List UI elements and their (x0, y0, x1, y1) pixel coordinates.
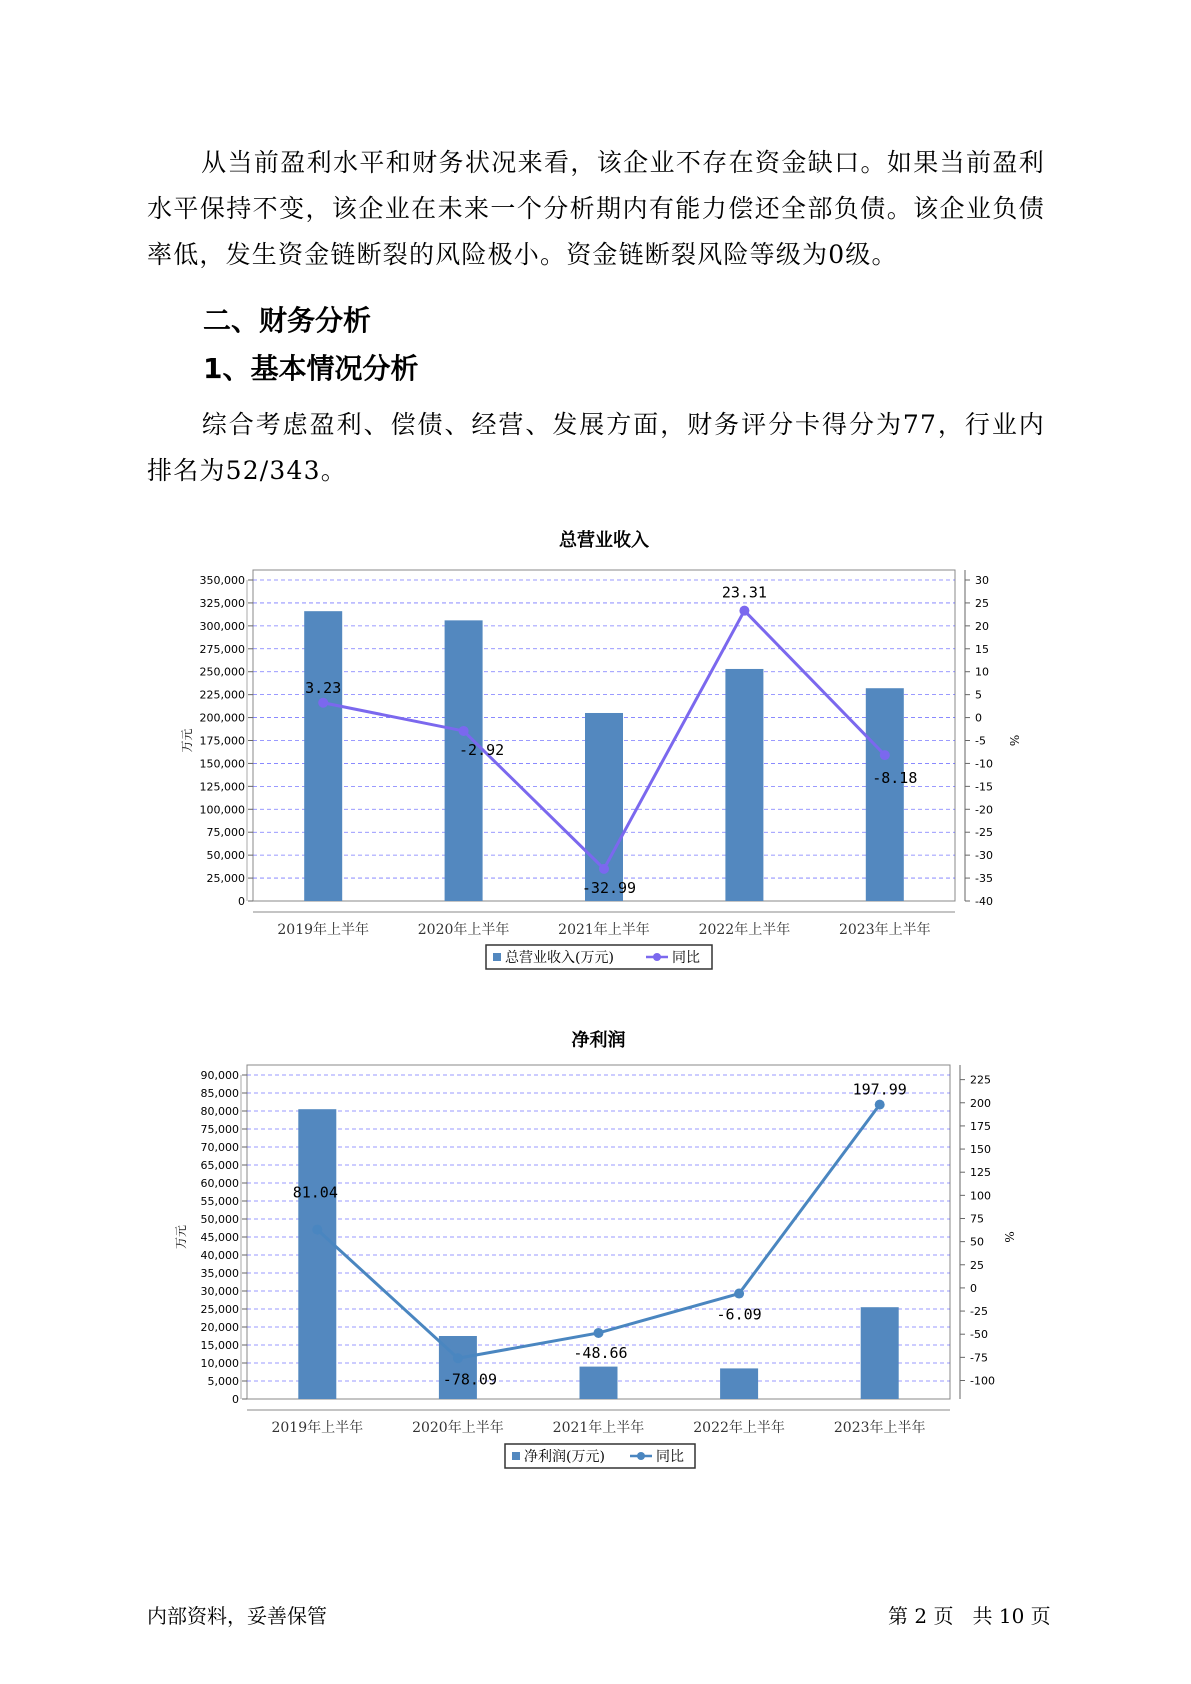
y2-tick-label: 5 (975, 688, 982, 702)
y-tick-label: 50,000 (206, 849, 245, 863)
yoy-data-label: -6.09 (716, 1305, 762, 1324)
x-tick-label: 2022年上半年 (693, 1420, 785, 1436)
y-tick-label: 20,000 (200, 1321, 239, 1334)
revenue-chart (0, 500, 1191, 970)
bar (720, 1368, 758, 1399)
yoy-data-label: -2.92 (459, 740, 505, 759)
y-tick-label: 90,000 (200, 1069, 239, 1082)
y-tick-label: 200,000 (199, 711, 245, 725)
y-tick-label: 85,000 (200, 1087, 239, 1100)
y-tick-label: 325,000 (199, 596, 245, 610)
y-tick-label: 70,000 (200, 1141, 239, 1154)
yoy-data-label: -48.66 (573, 1343, 628, 1362)
y2-tick-label: 0 (975, 711, 982, 725)
y-tick-label: 80,000 (200, 1105, 239, 1118)
y-tick-label: 25,000 (200, 1303, 239, 1316)
y-tick-label: 35,000 (200, 1267, 239, 1280)
y2-tick-label: 75 (970, 1212, 984, 1226)
bar (445, 620, 483, 901)
yoy-point (459, 726, 469, 736)
chart-title: 净利润 (571, 1030, 626, 1051)
legend-bar-swatch (493, 953, 501, 961)
y2-tick-label: 200 (970, 1096, 991, 1110)
y-tick-label: 30,000 (200, 1285, 239, 1298)
y2-tick-label: 125 (970, 1166, 991, 1180)
y-tick-label: 75,000 (206, 826, 245, 840)
yoy-point (318, 698, 328, 708)
y2-tick-label: -25 (970, 1305, 988, 1319)
legend-line-label: 同比 (656, 1449, 684, 1465)
legend-bar-label: 净利润(万元) (524, 1449, 605, 1465)
y2-tick-label: -75 (970, 1351, 988, 1365)
yoy-data-label: 81.04 (292, 1183, 338, 1202)
y2-tick-label: -35 (975, 872, 993, 886)
y2-tick-label: 225 (970, 1073, 991, 1087)
bar (580, 1367, 618, 1399)
y2-tick-label: 175 (970, 1119, 991, 1133)
y2-tick-label: -15 (975, 780, 993, 794)
yoy-line (317, 1105, 879, 1359)
chart-title: 总营业收入 (559, 530, 649, 551)
yoy-data-label: 3.23 (305, 678, 342, 697)
x-tick-label: 2022年上半年 (698, 922, 791, 938)
score-paragraph: 综合考虑盈利、偿债、经营、发展方面，财务评分卡得分为77，行业内排名为52/343。 (147, 410, 1045, 485)
y-tick-label: 300,000 (199, 619, 245, 633)
yoy-point (312, 1225, 322, 1235)
bar (861, 1307, 899, 1399)
y2-tick-label: -40 (975, 895, 993, 908)
y2-tick-label: 150 (970, 1143, 991, 1157)
x-tick-label: 2020年上半年 (417, 922, 510, 938)
yoy-point (599, 864, 609, 874)
y2-tick-label: -50 (970, 1328, 988, 1342)
x-tick-label: 2021年上半年 (552, 1420, 645, 1436)
x-tick-label: 2023年上半年 (838, 922, 931, 938)
x-tick-label: 2021年上半年 (558, 922, 650, 938)
y2-tick-label: -20 (975, 803, 993, 817)
y-tick-label: 65,000 (200, 1159, 239, 1172)
y-axis-label: 万元 (174, 1224, 188, 1250)
y2-tick-label: 25 (975, 596, 989, 610)
bar (304, 611, 342, 901)
yoy-data-label: 197.99 (852, 1080, 907, 1099)
y2-axis-label: % (1007, 734, 1021, 747)
y-tick-label: 250,000 (199, 665, 245, 679)
y2-tick-label: -5 (975, 734, 986, 748)
y2-tick-label: 50 (970, 1235, 984, 1249)
y-tick-label: 175,000 (199, 734, 245, 748)
y-tick-label: 50,000 (200, 1213, 239, 1226)
y2-tick-label: -10 (975, 757, 993, 771)
yoy-point (875, 1100, 885, 1110)
y-tick-label: 55,000 (200, 1195, 239, 1208)
y2-axis-label: % (1002, 1231, 1016, 1243)
x-tick-label: 2020年上半年 (412, 1420, 504, 1436)
yoy-data-label: 23.31 (721, 583, 767, 602)
yoy-point (880, 750, 890, 760)
y-tick-label: 0 (238, 895, 245, 908)
legend-line-marker (637, 1452, 645, 1460)
subsection-heading: 1、基本情况分析 (203, 352, 419, 385)
legend-bar-label: 总营业收入(万元) (505, 950, 614, 966)
y2-tick-label: 10 (975, 665, 989, 679)
legend-line-label: 同比 (672, 950, 700, 966)
y2-tick-label: 15 (975, 642, 989, 656)
y2-tick-label: 20 (975, 619, 989, 633)
y-tick-label: 75,000 (200, 1123, 239, 1136)
yoy-point (453, 1353, 463, 1363)
y2-tick-label: 0 (970, 1281, 977, 1295)
y-tick-label: 350,000 (199, 574, 245, 587)
legend-line-marker (653, 953, 661, 961)
bar (866, 688, 904, 901)
yoy-point (734, 1289, 744, 1299)
y2-tick-label: -30 (975, 849, 993, 863)
y2-tick-label: 30 (975, 574, 989, 587)
y-tick-label: 5,000 (207, 1375, 239, 1388)
y-tick-label: 60,000 (200, 1177, 239, 1190)
y-tick-label: 225,000 (199, 688, 245, 702)
x-tick-label: 2019年上半年 (271, 1420, 364, 1436)
y-tick-label: 25,000 (206, 872, 245, 886)
y-axis-label: 万元 (180, 728, 194, 753)
y-tick-label: 150,000 (199, 757, 245, 771)
y2-tick-label: -25 (975, 826, 993, 840)
yoy-point (594, 1328, 604, 1338)
y-tick-label: 40,000 (200, 1249, 239, 1262)
y-tick-label: 0 (232, 1393, 239, 1406)
bar (725, 669, 763, 901)
footer-left: 内部资料，妥善保管 (147, 1604, 327, 1628)
yoy-data-label: -78.09 (442, 1370, 497, 1389)
section-heading: 二、财务分析 (203, 304, 372, 337)
y-tick-label: 100,000 (199, 803, 245, 817)
y-tick-label: 125,000 (199, 780, 245, 794)
net-profit-chart (0, 1000, 1191, 1470)
bar (298, 1109, 336, 1399)
yoy-point (739, 606, 749, 616)
y2-tick-label: -100 (970, 1374, 995, 1388)
summary-paragraph: 从当前盈利水平和财务状况来看，该企业不存在资金缺口。如果当前盈利水平保持不变，该企业在未来一个分析期内有能力偿还全部负债。该企业负债率低，发生资金链断裂的风险极小。资金链断裂风险等级为0级。 (147, 148, 1045, 269)
footer-page-number: 第 2 页 共 10 页 (888, 1604, 1051, 1628)
y-tick-label: 15,000 (200, 1339, 239, 1352)
y-tick-label: 275,000 (199, 642, 245, 656)
x-tick-label: 2019年上半年 (277, 922, 370, 938)
x-tick-label: 2023年上半年 (833, 1420, 926, 1436)
y-tick-label: 45,000 (200, 1231, 239, 1244)
yoy-data-label: -8.18 (872, 769, 918, 788)
yoy-data-label: -32.99 (581, 878, 637, 897)
y2-tick-label: 100 (970, 1189, 991, 1203)
legend-bar-swatch (512, 1452, 520, 1460)
y-tick-label: 10,000 (200, 1357, 239, 1370)
y2-tick-label: 25 (970, 1258, 984, 1272)
